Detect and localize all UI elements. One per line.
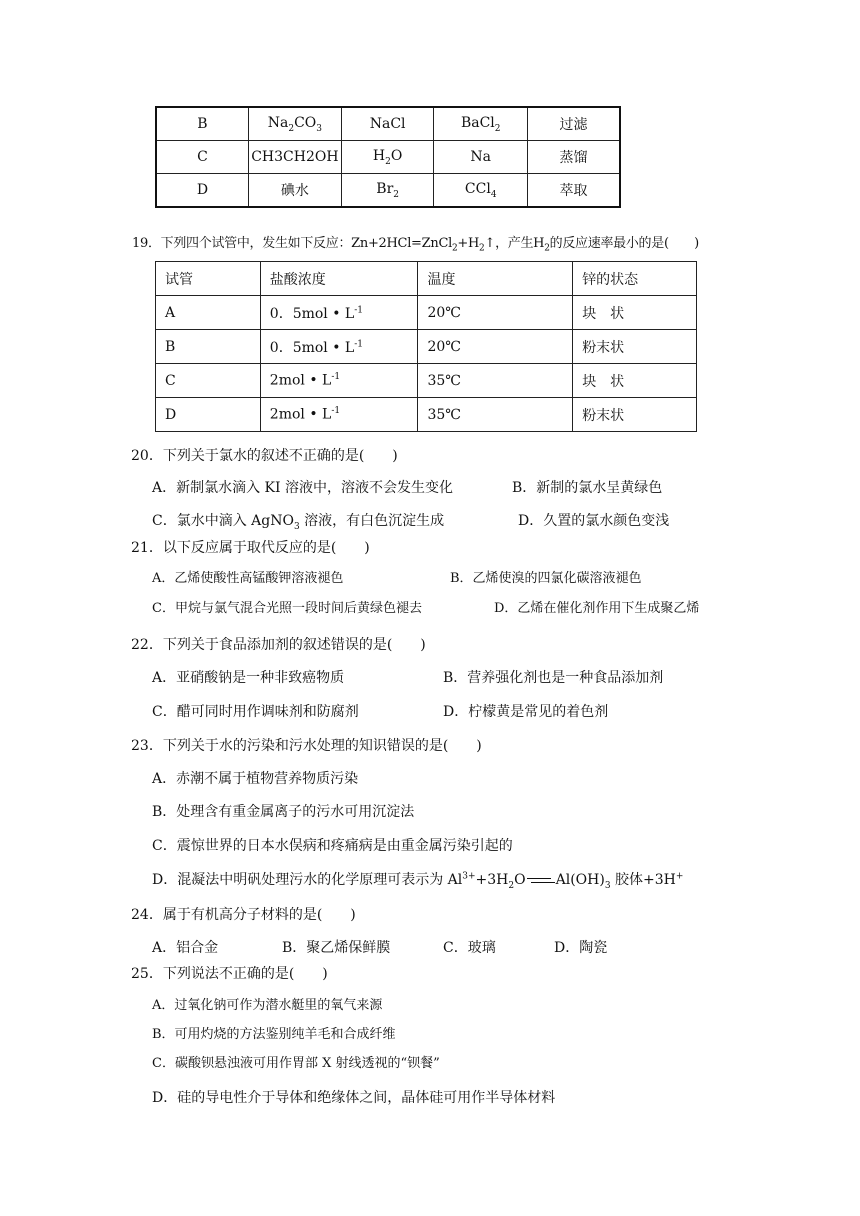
table-row [156,398,697,432]
table-cell: 35℃ [418,364,573,398]
question-20-option-c: C．氯水中滴入 AgNO$_3$ 溶液，有白色沉淀生成 [152,513,445,532]
equilibrium-arrow-icon [527,875,555,885]
table-cell: $Na_2CO_3$ [248,107,341,141]
table-row [156,107,620,141]
question-24-option-b: B．聚乙烯保鲜膜 [282,940,391,956]
table-cell: 2mol • $L^{-1}$ [260,364,418,398]
table-cell: 萃取 [528,174,620,208]
table-cell: CH3CH2OH [248,141,341,174]
question-21-option-b: B．乙烯使溴的四氯化碳溶液褪色 [450,571,642,586]
question-22-option-b: B．营养强化剂也是一种食品添加剂 [443,670,664,686]
question-24-option-d: D．陶瓷 [554,940,608,956]
question-21-stem: 21．以下反应属于取代反应的是( ) [131,540,370,556]
table-cell: Na [434,141,528,174]
table-cell: 粉末状 [573,330,697,364]
question-25-option-a: A．过氧化钠可作为潜水艇里的氧气来源 [152,998,383,1013]
table-cell: 过滤 [528,107,620,141]
table-cell: 0．5mol • $L^{-1}$ [260,330,418,364]
table-cell: D [156,398,261,432]
table-cell: B [156,330,261,364]
question-21-option-a: A．乙烯使酸性高锰酸钾溶液褪色 [152,571,344,586]
question-19-stem: 19．下列四个试管中，发生如下反应：$Zn+2HCl=ZnCl_2+H_2↑$，产生$H_2$的反应速率最小的是( ) [132,236,699,254]
question-25-option-d: D．硅的导电性介于导体和绝缘体之间，晶体硅可用作半导体材料 [152,1090,556,1106]
question-20-stem: 20．下列关于氯水的叙述不正确的是( ) [131,448,398,464]
table-cell: 2mol • $L^{-1}$ [260,398,418,432]
table-cell: A [156,296,261,330]
question-24-stem: 24．属于有机高分子材料的是( ) [131,907,356,923]
table-cell: 块 状 [573,296,697,330]
table-header: 锌的状态 [573,262,697,296]
question-23-stem: 23．下列关于水的污染和污水处理的知识错误的是( ) [131,738,482,754]
table-cell: 0．5mol • $L^{-1}$ [260,296,418,330]
table-cell: NaCl [341,107,434,141]
separation-table [155,106,621,208]
question-25-option-c: C．碳酸钡悬浊液可用作胃部 X 射线透视的“钡餐” [152,1056,440,1071]
table-cell: BaCl$_2$ [434,107,528,141]
table-cell: C [156,364,261,398]
reaction-rate-table [155,261,697,432]
table-cell: 碘水 [248,174,341,208]
question-20-option-b: B．新制的氯水呈黄绿色 [512,480,663,496]
question-22-option-d: D．柠檬黄是常见的着色剂 [443,704,609,720]
table-cell: $H_2O$ [341,141,434,174]
table-cell: 蒸馏 [528,141,620,174]
question-23-option-b: B．处理含有重金属离子的污水可用沉淀法 [152,804,415,820]
table-row [156,174,620,208]
question-21-option-d: D．乙烯在催化剂作用下生成聚乙烯 [494,601,700,616]
table-header-row [156,262,697,296]
question-23-option-a: A．赤潮不属于植物营养物质污染 [152,771,359,787]
table-header: 盐酸浓度 [260,262,418,296]
table-row [156,141,620,174]
question-22-option-a: A．亚硝酸钠是一种非致癌物质 [152,670,345,686]
table-row [156,364,697,398]
table-row [156,296,697,330]
table-row [156,330,697,364]
question-24-option-c: C．玻璃 [443,940,496,956]
table-cell: B [156,107,248,141]
table-cell: 20℃ [418,330,573,364]
table-header: 试管 [156,262,261,296]
table-cell: 粉末状 [573,398,697,432]
table-cell: C [156,141,248,174]
question-25-option-b: B．可用灼烧的方法鉴别纯羊毛和合成纤维 [152,1027,396,1042]
question-23-option-c: C．震惊世界的日本水俣病和疼痛病是由重金属污染引起的 [152,838,513,854]
table-cell: 35℃ [418,398,573,432]
table-header: 温度 [418,262,573,296]
question-20-option-d: D．久置的氯水颜色变浅 [518,513,670,529]
table-cell: 块 状 [573,364,697,398]
question-23-option-d: D．混凝法中明矾处理污水的化学原理可表示为 $Al^{3+}+3H_2O$ $Al(OH)_3$ 胶体+3H+ [152,871,684,891]
question-20-option-a: A．新制氯水滴入 KI 溶液中，溶液不会发生变化 [152,480,453,496]
question-22-stem: 22．下列关于食品添加剂的叙述错误的是( ) [131,637,426,653]
question-25-stem: 25．下列说法不正确的是( ) [131,966,328,982]
question-24-option-a: A．铝合金 [152,940,219,956]
question-21-option-c: C．甲烷与氯气混合光照一段时间后黄绿色褪去 [152,601,422,616]
table-cell: 20℃ [418,296,573,330]
question-22-option-c: C．醋可同时用作调味剂和防腐剂 [152,704,359,720]
table-cell: CCl$_4$ [434,174,528,208]
table-cell: $Br_2$ [341,174,434,208]
table-cell: D [156,174,248,208]
